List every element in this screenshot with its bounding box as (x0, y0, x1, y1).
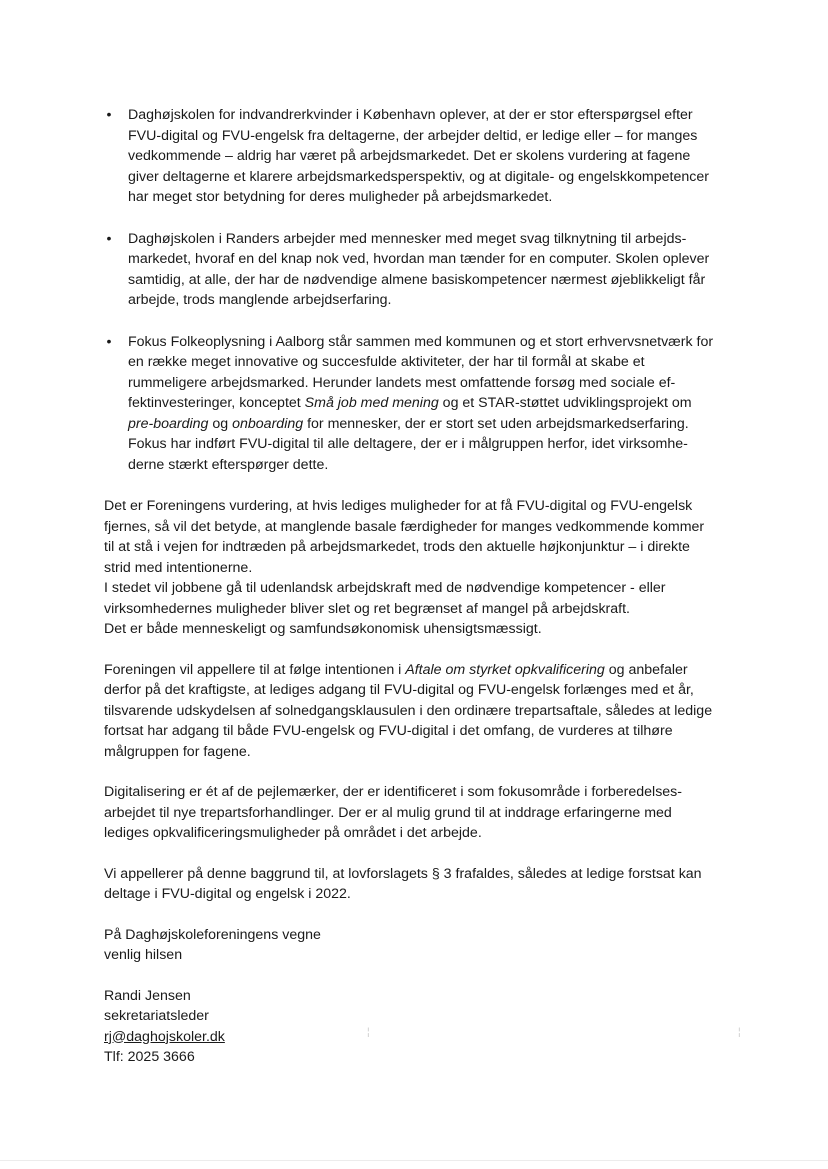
bullet-text: Daghøjskolen i Randers arbejder med mennesker med meget svag tilknytning til arbejdsmarkedet, hvoraf en del knap nok ved, hvordan man tænder for en computer. Skolen oplever samtidig, at alle, der har de nødvendige almene basiskompetencer nærmest øjeblikkeligt får arbejde, trods manglende arbejdserfaring. (128, 230, 710, 308)
signature-name: Randi Jensen (104, 987, 191, 1004)
emphasis-text: Små job med mening (304, 395, 439, 411)
emphasis-text: onboarding (232, 415, 304, 432)
bullet-text: Fokus Folkeoplysning i Aalborg står sammen med kommunen og et stort erhvervsnetværk for en række meget innovative og succesfulde aktiviteter, der har til formål at skabe et rummeligere arbejdsmarked. Herunder landets mest omfattende forsøg med sociale effektinvesteringer, konceptet Små job med mening og et STAR-støttet udviklingsprojekt om pre-boarding og onboarding for mennesker, der er stort set uden arbejdsmarkedserfaring. Fokus har indført FVU-digital til alle deltagere, der er i målgruppen herfor, idet virksomhederne stærkt efterspørger dette. (128, 333, 714, 473)
emphasis-text: Aftale om styrket opkvalificering (405, 661, 605, 678)
signature-phone: Tlf: 2025 3666 (104, 1049, 195, 1065)
paragraph: Foreningen vil appellere til at følge intentionen i Aftale om styrket opkvalificering og anbefaler derfor på det kraftigste, at lediges adgang til FVU-digital og FVU-engelsk forlænges med et år, tilsvarende udskydelsen af solnedgangsklausulen i den ordinære trepartsaftale, således at ledige fortsat har adgang til både FVU-engelsk og FVU-digital i det omfang, de vurderes at tilhøre målgruppen for fagene. (104, 661, 713, 760)
bullet-text: Daghøjskolen for indvandrerkvinder i København oplever, at der er stor efterspørgsel efter FVU-digital og FVU-engelsk fra deltagerne, der arbejder deltid, er ledige eller – for manges vedkommende – aldrig har været på arbejdsmarkedet. Det er skolens vurdering at fagene giver deltagerne et klarere arbejdsmarkedsperspektiv, og at digitale- og engelskkompetencer har meget stor betydning for deres muligheder på arbejdsmarkedet. (128, 107, 709, 205)
signature-block (104, 986, 716, 1068)
scan-mark: ¦ (367, 1027, 370, 1038)
email-link[interactable]: rj@daghojskoler.dk (104, 1028, 225, 1045)
list-item (104, 229, 716, 311)
list-item (104, 332, 716, 476)
signature-title: sekretariatsleder (104, 1008, 209, 1024)
closing-line: På Daghøjskoleforeningens vegne (104, 926, 321, 943)
paragraph: Det er Foreningens vurdering, at hvis lediges muligheder for at få FVU-digital og FVU-engelsk fjernes, så vil det betyde, at manglende basale færdigheder for manges vedkommende kommer til at stå i vejen for indtræden på arbejdsmarkedet, trods den aktuelle højkonjunktur – i direkte strid med intentionerne. I stedet vil jobbene gå til udenlandsk arbejdskraft med de nødvendige kompetencer - eller virksomhedernes muligheder bliver slet og ret begrænset af mangel på arbejdskraft. Det er både menneskeligt og samfundsøkonomisk uhensigtsmæssigt. (104, 498, 705, 637)
closing (104, 925, 716, 966)
list-item (104, 105, 716, 208)
bullet-icon: • (106, 107, 112, 123)
bullet-list (104, 105, 716, 475)
paragraph: Digitalisering er ét af de pejlemærker, der er identificeret i som fokusområde i forberedelsesarbejdet til nye trepartsforhandlinger. Der er al mulig grund til at inddrage erfaringerne med lediges opkvalificeringsmuligheder på området i det arbejde. (104, 784, 683, 841)
bullet-icon: • (106, 230, 112, 247)
closing-line: venlig hilsen (104, 947, 183, 963)
scan-mark: ¦ (738, 1027, 741, 1038)
bullet-icon: • (106, 333, 112, 350)
letter-body (104, 105, 716, 1068)
paragraph: Vi appellerer på denne baggrund til, at lovforslagets § 3 frafaldes, således at ledige forstsat kan deltage i FVU-digital og engelsk i 2022. (104, 865, 702, 902)
scan-edge (0, 1160, 828, 1161)
emphasis-text: pre-boarding (128, 415, 209, 432)
